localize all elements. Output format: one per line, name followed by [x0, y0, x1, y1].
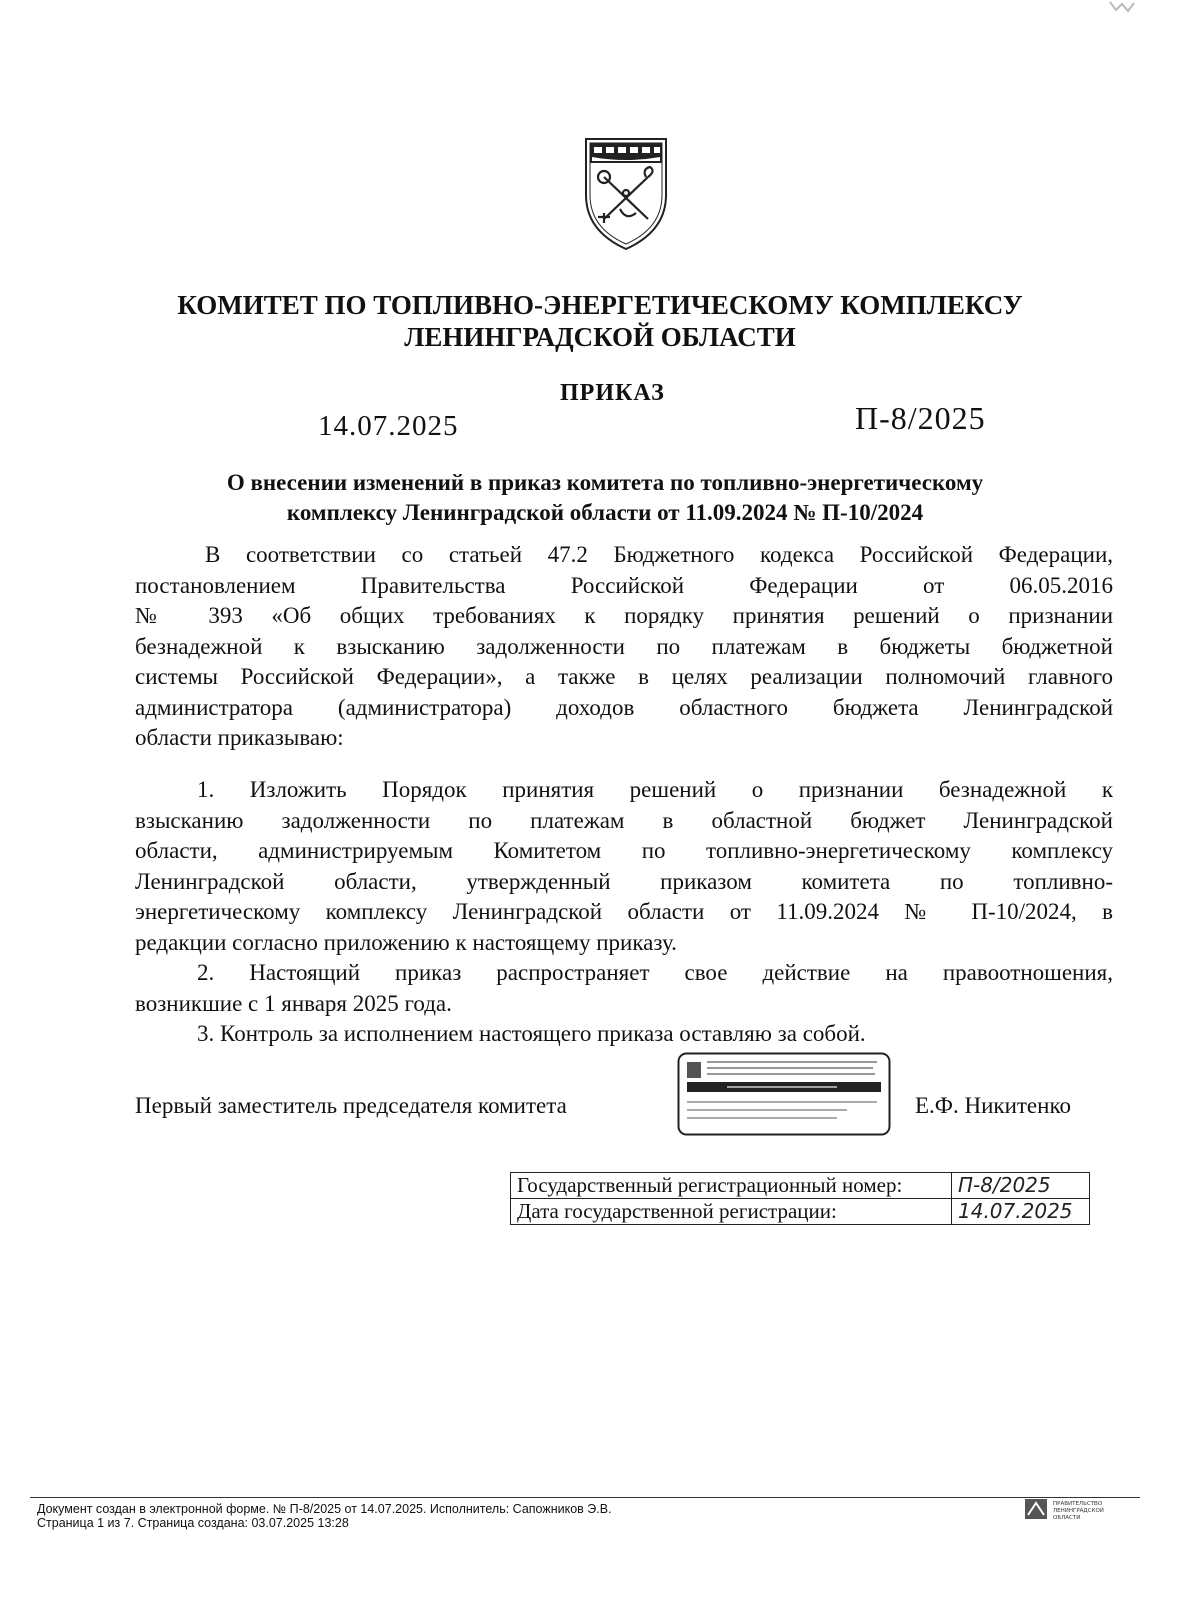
registration-number-label: Государственный регистрационный номер: — [511, 1173, 952, 1199]
preamble-line: системы Российской Федерации», а также в целях реализации полномочий главного — [135, 664, 1113, 689]
registration-date-value: 14.07.2025 — [952, 1199, 1090, 1225]
preamble-line: области приказываю: — [135, 725, 344, 750]
government-logo — [1025, 1497, 1140, 1523]
item-1-line: Ленинградской области, утвержденный приказом комитета по топливно- — [135, 868, 1113, 894]
registration-date-label: Дата государственной регистрации: — [511, 1199, 952, 1225]
order-date: 14.07.2025 — [318, 410, 459, 442]
svg-text:ЛЕНИНГРАДСКОЙ: ЛЕНИНГРАДСКОЙ — [1053, 1508, 1104, 1514]
item-3-line: 3. Контроль за исполнением настоящего приказа оставляю за собой. — [197, 1021, 866, 1046]
footer-line-1: Документ создан в электронной форме. № П-8/2025 от 14.07.2025. Исполнитель: Сапожников Э.В. — [37, 1502, 612, 1516]
order-items — [135, 775, 1113, 1050]
preamble-line: безнадежной к взысканию задолженности по платежам в бюджеты бюджетной — [135, 633, 1113, 659]
registration-number-value: П-8/2025 — [952, 1173, 1090, 1199]
preamble-line: В соответствии со статьей 47.2 Бюджетного кодекса Российской Федерации, — [205, 542, 1113, 567]
subject-line-2: комплексу Ленинградской области от 11.09.2024 № П-10/2024 — [286, 500, 924, 525]
item-1-line: 1. Изложить Порядок принятия решений о признании безнадежной к — [197, 777, 1113, 802]
item-2-line: возникшие с 1 января 2025 года. — [135, 990, 452, 1016]
document-type-title: ПРИКАЗ — [560, 380, 665, 406]
footer — [37, 1502, 612, 1530]
registration-table — [510, 1172, 1090, 1225]
svg-text:ОБЛАСТИ: ОБЛАСТИ — [1053, 1515, 1081, 1521]
preamble-line: администратора (администратора) доходов областного бюджета Ленинградской — [135, 694, 1113, 720]
preamble-line: постановлением Правительства Российской Федерации от 06.05.2016 — [135, 572, 1113, 598]
committee-name-line-2: ЛЕНИНГРАДСКОЙ ОБЛАСТИ — [404, 322, 796, 352]
coat-of-arms-emblem — [580, 133, 672, 253]
signatory-name: Е.Ф. Никитенко — [915, 1093, 1071, 1118]
preamble-line: № 393 «Об общих требованиях к порядку принятия решений о признании — [135, 603, 1113, 628]
item-1-line: области, администрируемым Комитетом по топливно-энергетическому комплексу — [135, 838, 1113, 863]
corner-mark — [1108, 0, 1136, 14]
table-row — [511, 1199, 1090, 1225]
signatory-position: Первый заместитель председателя комитета — [135, 1093, 567, 1118]
subject-line-1: О внесении изменений в приказ комитета по топливно-энергетическому — [226, 470, 984, 495]
committee-name-line-1: КОМИТЕТ ПО ТОПЛИВНО-ЭНЕРГЕТИЧЕСКОМУ КОМПЛЕКСУ — [177, 290, 1023, 320]
item-1-line: редакции согласно приложению к настоящему приказу. — [135, 929, 677, 955]
item-1-line: взысканию задолженности по платежам в областной бюджет Ленинградской — [135, 807, 1113, 833]
order-number: П-8/2025 — [855, 400, 986, 436]
e-signature-stamp — [677, 1052, 891, 1136]
svg-text:ПРАВИТЕЛЬСТВО: ПРАВИТЕЛЬСТВО — [1053, 1501, 1103, 1507]
table-row — [511, 1173, 1090, 1199]
footer-divider — [30, 1497, 1140, 1498]
item-1-line: энергетическому комплексу Ленинградской области от 11.09.2024 № П-10/2024, в — [135, 899, 1113, 924]
item-2-line: 2. Настоящий приказ распространяет свое действие на правоотношения, — [197, 960, 1113, 985]
footer-line-2: Страница 1 из 7. Страница создана: 03.07.2025 13:28 — [37, 1516, 349, 1530]
preamble-paragraph — [135, 540, 1113, 754]
